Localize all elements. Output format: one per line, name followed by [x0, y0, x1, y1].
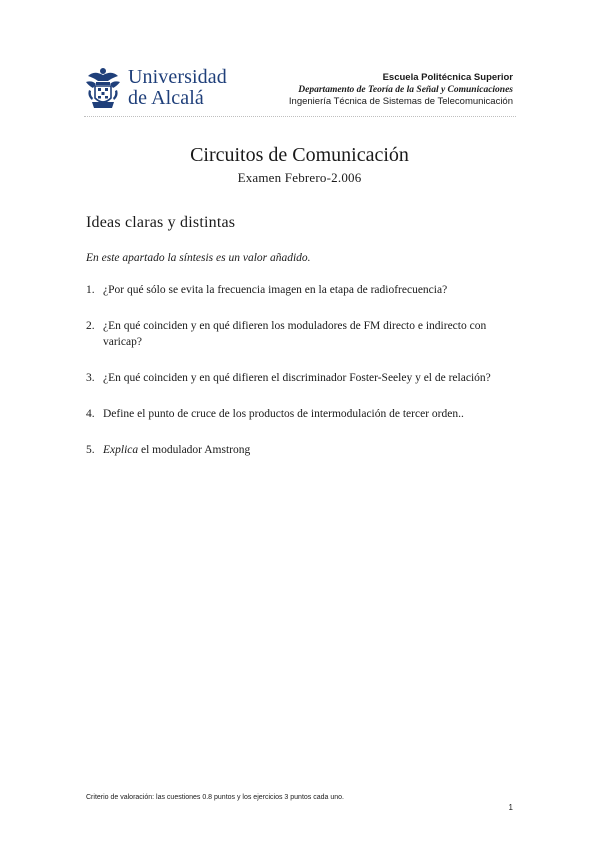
- university-name: [128, 67, 227, 109]
- department-name: Departamento de Teoría de la Señal y Comunicaciones: [298, 85, 513, 95]
- school-name: Escuela Politécnica Superior: [382, 72, 513, 83]
- question-text: Define el punto de cruce de los productos de intermodulación de tercer orden..: [103, 408, 464, 420]
- university-crest-icon: [84, 66, 122, 110]
- section-heading: Ideas claras y distintas: [86, 214, 236, 231]
- institution-block: [289, 72, 513, 108]
- question-item: [86, 370, 510, 386]
- question-text: ¿En qué coinciden y en qué difieren los moduladores de FM directo e indirecto con varicap?: [103, 320, 487, 348]
- question-number: 1.: [86, 284, 95, 296]
- question-text: ¿Por qué sólo se evita la frecuencia imagen en la etapa de radiofrecuencia?: [103, 284, 448, 296]
- university-name-line2: de Alcalá: [128, 87, 204, 109]
- question-number: 4.: [86, 408, 95, 420]
- university-logo: [84, 64, 234, 112]
- question-number: 2.: [86, 320, 95, 332]
- header-divider: [84, 116, 516, 117]
- question-number: 5.: [86, 444, 95, 456]
- document-title: Circuitos de Comunicación: [190, 144, 409, 166]
- question-text: el modulador Amstrong: [138, 444, 251, 456]
- question-item: [86, 442, 510, 458]
- section-intro: En este apartado la síntesis es un valor añadido.: [86, 252, 311, 264]
- grading-criteria-note: Criterio de valoración: las cuestiones 0.8 puntos y los ejercicios 3 puntos cada uno.: [86, 794, 344, 801]
- university-name-line1: Universidad: [128, 66, 227, 88]
- document-subtitle: Examen Febrero-2.006: [237, 170, 362, 185]
- degree-name: Ingeniería Técnica de Sistemas de Telecomunicación: [288, 96, 513, 107]
- question-item: [86, 406, 510, 422]
- question-text: ¿En qué coinciden y en qué difieren el discriminador Foster-Seeley y el de relación?: [103, 372, 491, 384]
- question-number: 3.: [86, 372, 95, 384]
- question-item: [86, 318, 510, 350]
- question-list: [86, 282, 510, 478]
- question-emphasis: Explica: [103, 444, 139, 456]
- question-item: [86, 282, 510, 298]
- page-number: 1: [508, 803, 513, 812]
